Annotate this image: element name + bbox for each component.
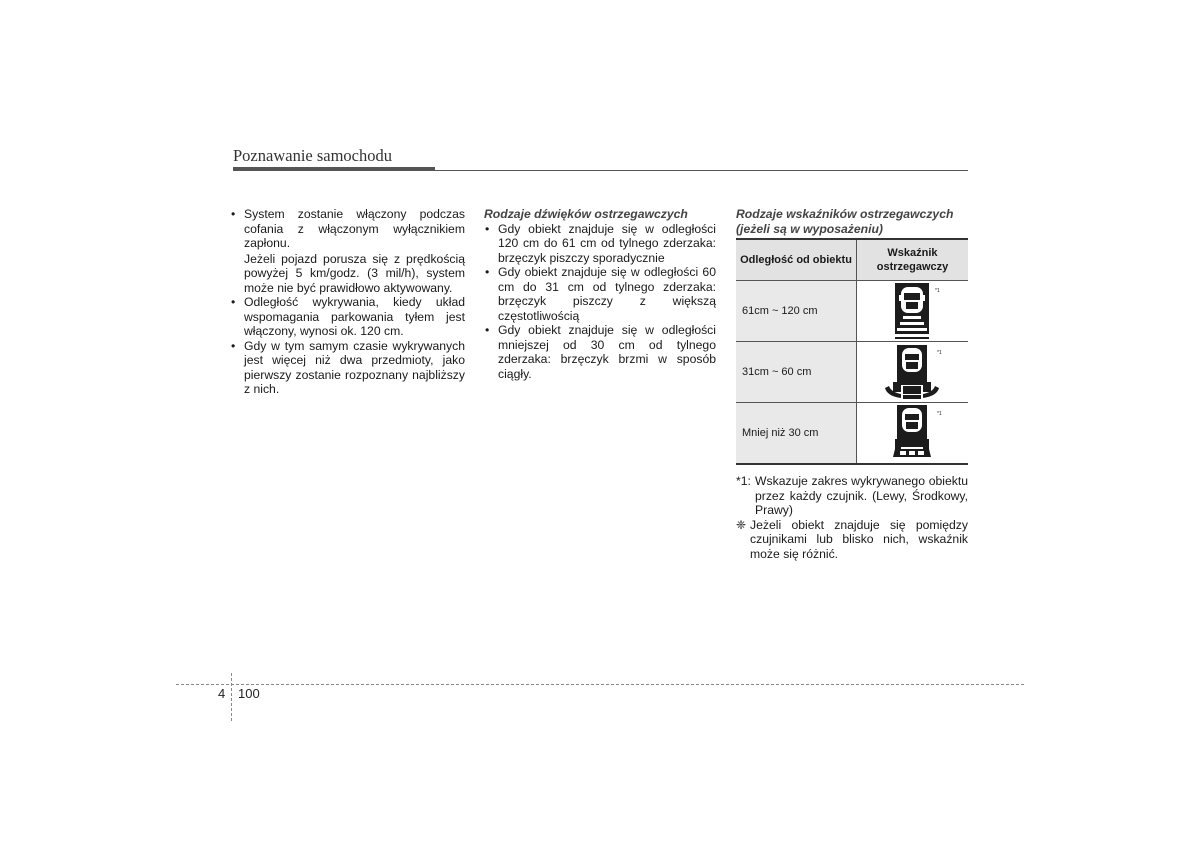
table-row	[736, 403, 968, 465]
list-item-text: Odległość wykrywania, kiedy układ wspomagania parkowania tyłem jest włączony, wynosi ok. 120 cm.	[244, 295, 465, 338]
note-item	[736, 518, 968, 562]
table-header-row	[736, 239, 968, 281]
indicator-notes	[736, 474, 968, 561]
footer-rule	[176, 684, 1024, 685]
column-warning-indicators	[736, 207, 968, 561]
indicator-table	[736, 238, 968, 465]
note-mark: *1:	[736, 474, 751, 488]
list-item	[484, 222, 716, 266]
list-item-text: System zostanie włączony podczas cofania z włączonym wyłącznikiem zapłonu.	[244, 207, 465, 250]
column-general-info	[230, 207, 465, 397]
general-info-list	[230, 207, 465, 397]
column-warning-sounds	[484, 207, 716, 381]
footnote-mark: *1	[937, 411, 942, 417]
warning-sounds-heading: Rodzaje dźwięków ostrzegawczych	[484, 207, 688, 221]
chapter-number: 4	[218, 686, 226, 701]
bullet-icon: •	[485, 265, 490, 279]
list-item	[230, 295, 465, 339]
bullet-icon: •	[231, 338, 236, 353]
bullet-icon: •	[485, 221, 490, 236]
note-text: Wskazuje zakres wykrywanego obiektu przez każdy czujnik. (Lewy, Środkowy, Prawy)	[755, 474, 968, 517]
bullet-icon: •	[231, 207, 236, 221]
footnote-mark: *1	[937, 350, 942, 356]
list-item	[484, 323, 716, 381]
header-rule-thick	[233, 167, 435, 171]
note-text: Jeżeli obiekt znajduje się pomiędzy czujnikami lub blisko nich, wskaźnik może się różnić.	[750, 517, 968, 561]
list-item-text: Gdy w tym samym czasie wykrywanych jest więcej niż dwa przedmioty, jako pierwszy zostanie rozpoznany najbliższy z nich.	[244, 338, 465, 396]
table-row	[736, 342, 968, 403]
list-item	[230, 339, 465, 397]
list-item	[230, 207, 465, 295]
table-header-distance: Odległość od obiektu	[736, 239, 857, 281]
warning-indicators-heading: Rodzaje wskaźników ostrzegawczych (jeżeli są w wyposażeniu)	[736, 207, 954, 236]
table-header-indicator: Wskaźnik ostrzegawczy	[857, 239, 969, 281]
footnote-mark: *1	[935, 288, 940, 294]
list-item-text: Gdy obiekt znajduje się w odległości mniejszej od 30 cm od tylnego zderzaka: brzęczyk brzmi w sposób ciągły.	[498, 323, 716, 381]
page-number: 100	[238, 686, 260, 701]
indicator-cell	[857, 403, 969, 465]
indicator-cell	[857, 342, 969, 403]
bullet-icon: •	[485, 323, 490, 337]
car-indicator-level-1-icon	[857, 281, 968, 341]
warning-sounds-list	[484, 222, 716, 382]
distance-cell: Mniej niż 30 cm	[736, 403, 857, 465]
car-indicator-level-2-icon	[857, 342, 968, 402]
distance-cell: 61cm ~ 120 cm	[736, 281, 857, 342]
list-item-text: Gdy obiekt znajduje się w odległości 60 cm do 31 cm od tylnego zderzaka: brzęczyk piszczy z większą częstotliwością	[498, 265, 716, 323]
list-item	[484, 265, 716, 323]
note-mark: ❈	[736, 517, 747, 532]
footer-divider	[231, 673, 232, 721]
list-item-subtext: Jeżeli pojazd porusza się z prędkością powyżej 5 km/godz. (3 mil/h), system może nie być prawidłowo aktywowany.	[244, 251, 465, 295]
table-row	[736, 281, 968, 342]
page-section-title: Poznawanie samochodu	[233, 146, 392, 165]
distance-cell: 31cm ~ 60 cm	[736, 342, 857, 403]
car-indicator-level-3-icon	[857, 403, 968, 463]
bullet-icon: •	[231, 295, 236, 309]
note-item	[736, 474, 968, 518]
indicator-cell	[857, 281, 969, 342]
header-rule-thin	[435, 170, 968, 171]
list-item-text: Gdy obiekt znajduje się w odległości 120 cm do 61 cm od tylnego zderzaka: brzęczyk piszczy sporadycznie	[498, 221, 716, 265]
